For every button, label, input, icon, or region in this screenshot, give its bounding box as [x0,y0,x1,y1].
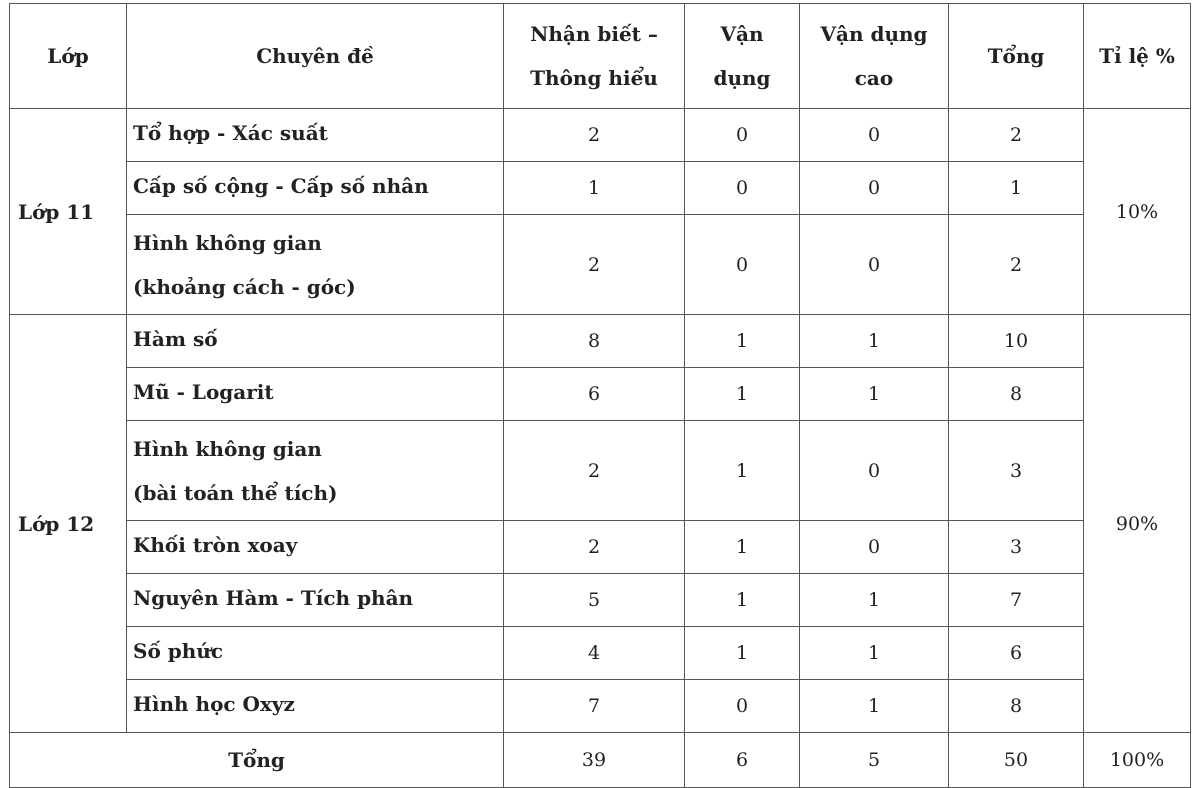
table-row [10,680,1191,733]
van-dung-cell: 1 [685,521,800,574]
tong-cell: 3 [949,521,1084,574]
nhan-biet-cell: 2 [504,109,685,162]
header-row [10,4,1191,109]
nhan-biet-cell: 1 [504,162,685,215]
van-dung-cao-cell: 0 [800,162,949,215]
table-row [10,521,1191,574]
topic-cell: Hàm số [127,315,504,368]
table-row [10,109,1191,162]
total-tong: 50 [949,733,1084,788]
nhan-biet-cell: 2 [504,215,685,315]
topic-line2: (khoảng cách - góc) [133,274,356,299]
van-dung-cao-cell: 1 [800,574,949,627]
grade-11-ratio: 10% [1084,109,1191,315]
header-van-dung-cao [800,4,949,109]
nhan-biet-cell: 2 [504,521,685,574]
grade-12-ratio: 90% [1084,315,1191,733]
topic-cell [127,215,504,315]
nhan-biet-cell: 8 [504,315,685,368]
topic-cell: Hình học Oxyz [127,680,504,733]
topic-line2: (bài toán thể tích) [133,480,338,505]
tong-cell: 10 [949,315,1084,368]
van-dung-cell: 0 [685,162,800,215]
van-dung-cao-cell: 0 [800,521,949,574]
header-van-dung-cao-line2: cao [854,66,894,90]
nhan-biet-cell: 6 [504,368,685,421]
van-dung-cell: 1 [685,574,800,627]
header-tong: Tổng [949,4,1084,109]
van-dung-cao-cell: 1 [800,627,949,680]
topic-line1: Hình không gian [133,436,322,461]
table-row [10,627,1191,680]
topic-cell: Số phức [127,627,504,680]
nhan-biet-cell: 4 [504,627,685,680]
van-dung-cao-cell: 0 [800,215,949,315]
nhan-biet-cell: 2 [504,421,685,521]
tong-cell: 7 [949,574,1084,627]
table-row [10,421,1191,521]
van-dung-cell: 0 [685,109,800,162]
tong-cell: 2 [949,109,1084,162]
topic-cell: Cấp số cộng - Cấp số nhân [127,162,504,215]
topic-line1: Hình không gian [133,230,322,255]
van-dung-cao-cell: 1 [800,315,949,368]
header-ti-le: Tỉ lệ % [1084,4,1191,109]
table-row [10,315,1191,368]
table-row [10,368,1191,421]
tong-cell: 2 [949,215,1084,315]
header-van-dung [685,4,800,109]
van-dung-cao-cell: 0 [800,109,949,162]
grade-12-label: Lớp 12 [10,315,127,733]
header-van-dung-cao-line1: Vận dụng [820,22,928,46]
topic-cell: Tổ hợp - Xác suất [127,109,504,162]
table-row [10,162,1191,215]
nhan-biet-cell: 7 [504,680,685,733]
tong-cell: 1 [949,162,1084,215]
topic-cell: Mũ - Logarit [127,368,504,421]
topic-cell: Khối tròn xoay [127,521,504,574]
topic-cell: Nguyên Hàm - Tích phân [127,574,504,627]
total-ratio: 100% [1084,733,1191,788]
header-nhan-biet [504,4,685,109]
tong-cell: 8 [949,368,1084,421]
van-dung-cell: 0 [685,215,800,315]
van-dung-cell: 0 [685,680,800,733]
header-van-dung-line1: Vận [720,22,764,46]
total-van-dung: 6 [685,733,800,788]
total-van-dung-cao: 5 [800,733,949,788]
header-nhan-biet-line1: Nhận biết – [530,22,658,46]
tong-cell: 3 [949,421,1084,521]
table-row [10,574,1191,627]
header-nhan-biet-line2: Thông hiểu [530,66,658,90]
totals-label: Tổng [10,733,504,788]
exam-matrix-table [9,3,1191,788]
header-van-dung-line2: dụng [713,66,771,90]
tong-cell: 6 [949,627,1084,680]
van-dung-cell: 1 [685,627,800,680]
nhan-biet-cell: 5 [504,574,685,627]
van-dung-cell: 1 [685,315,800,368]
totals-row [10,733,1191,788]
grade-11-label: Lớp 11 [10,109,127,315]
van-dung-cell: 1 [685,421,800,521]
van-dung-cao-cell: 1 [800,368,949,421]
total-nhan-biet: 39 [504,733,685,788]
tong-cell: 8 [949,680,1084,733]
header-chuyen-de: Chuyên đề [127,4,504,109]
van-dung-cao-cell: 1 [800,680,949,733]
van-dung-cao-cell: 0 [800,421,949,521]
table-row [10,215,1191,315]
header-lop: Lớp [10,4,127,109]
van-dung-cell: 1 [685,368,800,421]
topic-cell [127,421,504,521]
